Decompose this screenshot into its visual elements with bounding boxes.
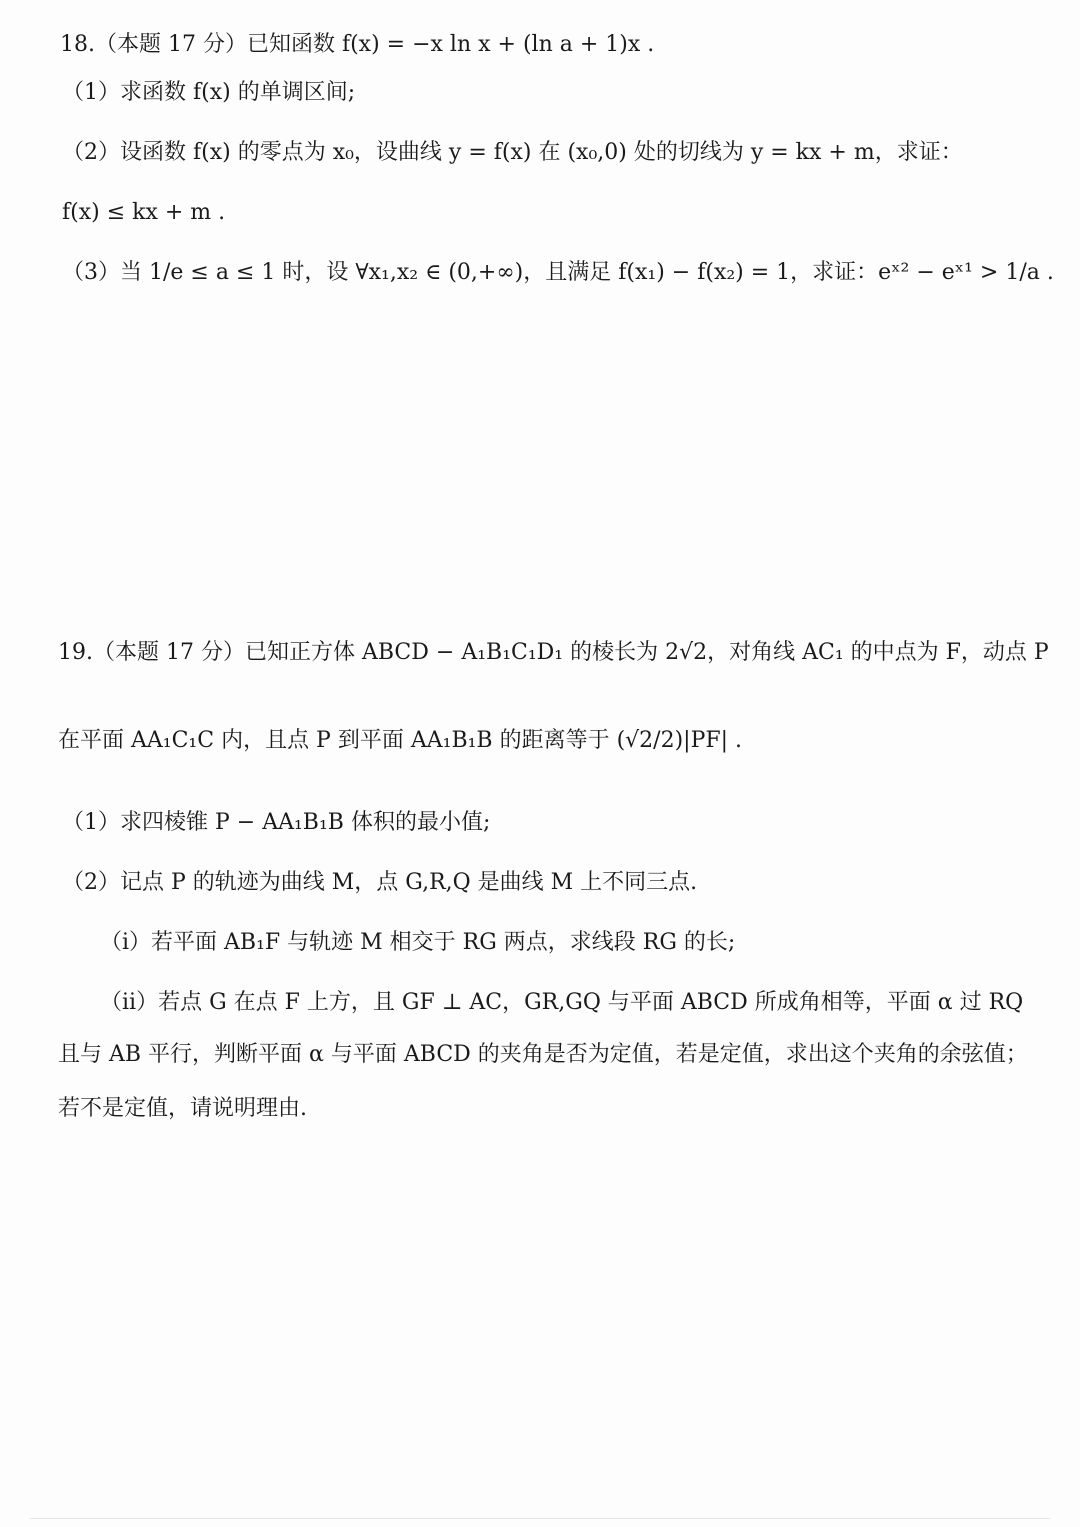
q19-part2-ii-line2: 且与 AB 平行，判断平面 α 与平面 ABCD 的夹角是否为定值，若是定值，求出这个夹角的余弦值；: [58, 1042, 1028, 1067]
q19-part2: （2）记点 P 的轨迹为曲线 M，点 G,R,Q 是曲线 M 上不同三点.: [62, 870, 698, 895]
q18-part2-line2: f(x) ≤ kx + m .: [62, 200, 226, 225]
q19-part2-i: （ⅰ）若平面 AB₁F 与轨迹 M 相交于 RG 两点，求线段 RG 的长;: [100, 930, 736, 955]
q19-part2-ii-line3: 若不是定值，请说明理由.: [58, 1096, 307, 1121]
q18-part1: （1）求函数 f(x) 的单调区间;: [62, 80, 356, 105]
bottom-divider: [30, 1518, 1050, 1519]
q19-part1: （1）求四棱锥 P − AA₁B₁B 体积的最小值;: [62, 810, 491, 835]
q18-part3: （3）当 1/e ≤ a ≤ 1 时，设 ∀x₁,x₂ ∈ (0,+∞)，且满足 f(x₁) − f(x₂) = 1，求证：eˣ² − eˣ¹ > 1/a .: [62, 260, 1054, 285]
q19-stem-line1: 19.（本题 17 分）已知正方体 ABCD − A₁B₁C₁D₁ 的棱长为 2√2，对角线 AC₁ 的中点为 F，动点 P: [58, 640, 1049, 665]
q18-stem: 18.（本题 17 分）已知函数 f(x) = −x ln x + (ln a + 1)x .: [60, 32, 655, 57]
q19-stem-line2: 在平面 AA₁C₁C 内，且点 P 到平面 AA₁B₁B 的距离等于 (√2/2)|PF| .: [58, 728, 743, 753]
q18-part2-line1: （2）设函数 f(x) 的零点为 x₀，设曲线 y = f(x) 在 (x₀,0) 处的切线为 y = kx + m，求证：: [62, 140, 963, 165]
q19-part2-ii-line1: （ⅱ）若点 G 在点 F 上方，且 GF ⊥ AC，GR,GQ 与平面 ABCD 所成角相等，平面 α 过 RQ: [100, 990, 1024, 1015]
